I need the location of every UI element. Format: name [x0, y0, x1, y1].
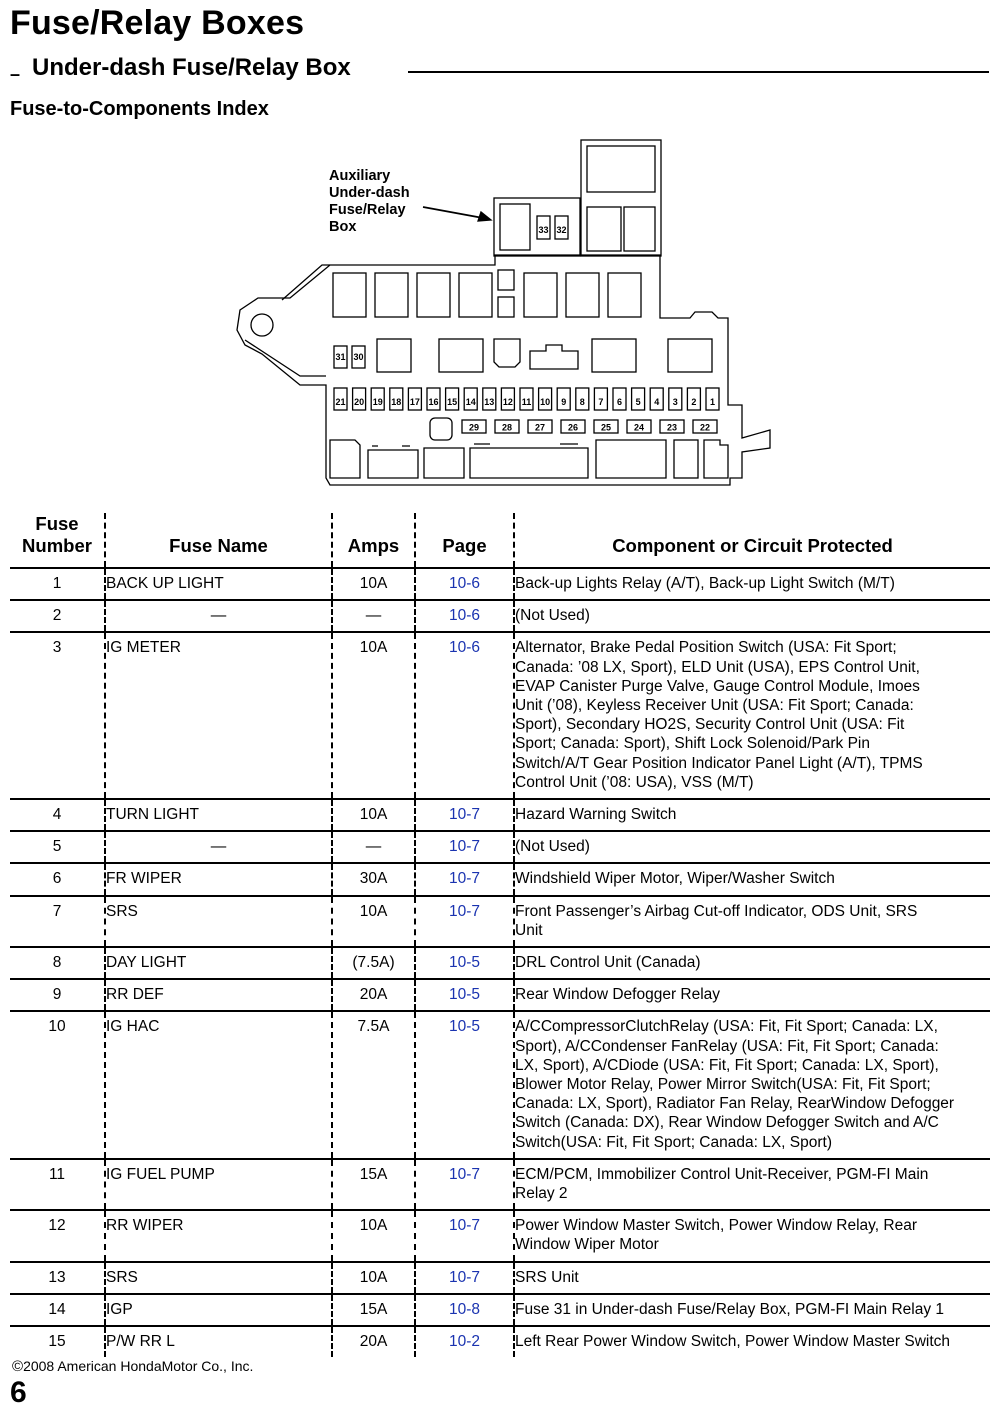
table-row	[10, 1159, 990, 1210]
component-line: Switch/A/T Gear Position Indicator Panel Light (A/T), TPMS	[515, 754, 923, 772]
component-cell	[514, 600, 990, 632]
fuse-number-label: 12	[502, 397, 513, 407]
fuse-name-cell: SRS	[105, 896, 332, 947]
amps-cell: 20A	[332, 979, 415, 1011]
component-line: Power Window Master Switch, Power Window Relay, Rear	[515, 1217, 917, 1235]
fuse-name-cell: IG FUEL PUMP	[105, 1159, 332, 1210]
component-line: Canada: ’08 LX, Sport), ELD Unit (USA), EPS Control Unit,	[515, 658, 920, 676]
fuse-number-cell: 10	[10, 1011, 105, 1158]
amps-cell: 10A	[332, 632, 415, 799]
housing-edge	[245, 340, 326, 376]
page-link[interactable]: 10-2	[415, 1326, 514, 1357]
fuse-slot	[528, 420, 552, 433]
component-line: LX, Sport), A/CDiode (USA: Fit, Fit Sport; Canada: LX, Sport),	[515, 1056, 939, 1074]
fuse-number-cell: 7	[10, 896, 105, 947]
component-cell	[514, 947, 990, 979]
fuse-name-cell: RR WIPER	[105, 1210, 332, 1261]
fuse-slot	[687, 388, 700, 410]
amps-cell: 10A	[332, 799, 415, 831]
component-line: (Not Used)	[515, 607, 590, 625]
page-link[interactable]: 10-5	[415, 1011, 514, 1158]
section-subtitle: Under-dash Fuse/Relay Box	[32, 54, 351, 81]
mounting-hole	[251, 314, 273, 336]
amps-cell: 15A	[332, 1159, 415, 1210]
fuse-slot	[693, 420, 717, 433]
subtitle-dash: –	[10, 64, 21, 84]
fuse-slot	[561, 420, 585, 433]
fuse-slot	[576, 388, 589, 410]
amps-cell: 10A	[332, 1210, 415, 1261]
fuse-number-label: 28	[501, 422, 513, 433]
component-cell	[514, 1294, 990, 1326]
header-text: Fuse	[35, 513, 79, 534]
page-link[interactable]: 10-5	[415, 979, 514, 1011]
fuse-number-label: 17	[409, 397, 420, 407]
component-line: Sport; Canada: Sport), Shift Lock Solenoid/Park Pin	[515, 735, 870, 753]
fuse-slot	[627, 420, 651, 433]
copyright-text: 2008 American HondaMotor Co., Inc.	[23, 1358, 254, 1374]
fuse-number-label: 23	[666, 422, 678, 433]
component-line: Hazard Warning Switch	[515, 806, 677, 824]
component-line: Sport), A/CCondenser FanRelay (USA: Fit, Fit Sport; Canada:	[515, 1037, 939, 1055]
fuse-name-cell: SRS	[105, 1262, 332, 1294]
page-number: 6	[10, 1376, 27, 1409]
fuse-slot	[371, 388, 384, 410]
component-line: Rear Window Defogger Relay	[515, 986, 721, 1004]
table-row	[10, 1262, 990, 1294]
fuse-box-drawing	[0, 0, 1000, 500]
component-line: Alternator, Brake Pedal Position Switch (USA: Fit Sport;	[515, 639, 897, 657]
fuse-number-label: 22	[699, 422, 711, 433]
fuse-name-cell: —	[105, 831, 332, 863]
fuse-number-label: 3	[672, 397, 678, 407]
fuse-number-label: 32	[556, 225, 567, 235]
callout-line: Under-dash	[329, 185, 410, 201]
fuse-number-cell: 6	[10, 863, 105, 895]
fuse-number-cell: 8	[10, 947, 105, 979]
amps-cell: 10A	[332, 896, 415, 947]
table-row	[10, 979, 990, 1011]
fuse-number-label: 26	[567, 422, 579, 433]
fuse-box-diagram	[0, 0, 1000, 500]
component-cell	[514, 1262, 990, 1294]
fuse-slot	[632, 388, 645, 410]
fuse-number-label: 18	[391, 397, 402, 407]
col-header-page: Page	[415, 513, 514, 568]
page-link[interactable]: 10-6	[415, 632, 514, 799]
component-line: Window Wiper Motor	[515, 1236, 659, 1254]
fuse-slot	[660, 420, 684, 433]
fuse-slot	[557, 388, 570, 410]
fuse-slot	[483, 388, 496, 410]
table-row	[10, 863, 990, 895]
table-row	[10, 947, 990, 979]
component-cell	[514, 1210, 990, 1261]
fuse-slot	[427, 388, 440, 410]
fuse-number-label: 30	[353, 352, 364, 362]
fuse-row-1	[334, 388, 719, 410]
copyright-symbol: ©	[12, 1358, 24, 1375]
fuse-slot	[706, 388, 719, 410]
component-line: DRL Control Unit (Canada)	[515, 954, 701, 972]
fuse-number-label: 27	[534, 422, 546, 433]
fuse-number-cell: 3	[10, 632, 105, 799]
component-line: Control Unit (’08: USA), VSS (M/T)	[515, 773, 754, 791]
fuse-number-label: 25	[600, 422, 612, 433]
fuse-number-label: 21	[335, 397, 346, 407]
fuse-number-cell: 9	[10, 979, 105, 1011]
fuse-slot	[501, 388, 514, 410]
component-line: Unit (’08), Keyless Receiver Unit (USA: Fit Sport; Canada:	[515, 697, 914, 715]
index-heading: Fuse-to-Components Index	[10, 98, 269, 120]
callout-line: Fuse/Relay	[329, 202, 406, 218]
fuse-name-cell: IG HAC	[105, 1011, 332, 1158]
fuse-number-label: 10	[540, 397, 551, 407]
header-text: Number	[22, 535, 92, 556]
fuse-number-cell: 1	[10, 568, 105, 600]
amps-cell: —	[332, 831, 415, 863]
fuse-number-cell: 12	[10, 1210, 105, 1261]
fuse-row-2	[462, 420, 717, 433]
fuse-number-cell: 2	[10, 600, 105, 632]
fuse-number-label: 14	[465, 397, 476, 407]
table-row	[10, 568, 990, 600]
component-line: Front Passenger’s Airbag Cut-off Indicator, ODS Unit, SRS	[515, 902, 918, 920]
fuse-number-label: 7	[598, 397, 604, 407]
page-link[interactable]: 10-7	[415, 1262, 514, 1294]
fuse-slot	[594, 388, 607, 410]
fuse-slot	[353, 388, 366, 410]
fuse-slot	[446, 388, 459, 410]
fuse-slot	[334, 388, 347, 410]
component-cell	[514, 896, 990, 947]
callout-line: Box	[329, 219, 357, 235]
amps-cell: 10A	[332, 1262, 415, 1294]
col-header-fuse-number	[10, 513, 105, 568]
component-cell	[514, 568, 990, 600]
fuse-name-cell: DAY LIGHT	[105, 947, 332, 979]
component-cell	[514, 1159, 990, 1210]
component-line: Switch (Canada: DX), Rear Window Defogger Switch and A/C	[515, 1114, 939, 1132]
component-cell	[514, 1011, 990, 1158]
callout-line: Auxiliary	[329, 168, 391, 184]
amps-cell: 20A	[332, 1326, 415, 1357]
relay-row	[333, 270, 641, 317]
page-link[interactable]: 10-8	[415, 1294, 514, 1326]
fuse-slot	[613, 388, 626, 410]
component-line: Canada: LX, Sport), Radiator Fan Relay, RearWindow Defogger	[515, 1095, 955, 1113]
fuse-slot	[669, 388, 682, 410]
amps-cell: 10A	[332, 568, 415, 600]
col-header-component: Component or Circuit Protected	[514, 513, 990, 568]
table-row	[10, 831, 990, 863]
table-row	[10, 600, 990, 632]
table-row	[10, 1210, 990, 1261]
page-link[interactable]: 10-6	[415, 600, 514, 632]
table-row	[10, 799, 990, 831]
amps-cell: 7.5A	[332, 1011, 415, 1158]
fuse-number-cell: 4	[10, 799, 105, 831]
page-link[interactable]: 10-7	[415, 1159, 514, 1210]
top-relay	[587, 146, 655, 192]
component-cell	[514, 979, 990, 1011]
table-row	[10, 1011, 990, 1158]
page-link[interactable]: 10-7	[415, 863, 514, 895]
fuse-number-cell: 14	[10, 1294, 105, 1326]
fuse-number-label: 24	[633, 422, 645, 433]
page-link[interactable]: 10-7	[415, 831, 514, 863]
component-line: Relay 2	[515, 1185, 568, 1203]
fuse-number-cell: 5	[10, 831, 105, 863]
top-relay	[587, 207, 621, 251]
component-line: Left Rear Power Window Switch, Power Window Master Switch	[515, 1333, 951, 1351]
component-line: A/CCompressorClutchRelay (USA: Fit, Fit Sport; Canada: LX,	[515, 1018, 938, 1036]
component-line: Switch(USA: Fit, Fit Sport; Canada: LX, Sport)	[515, 1133, 833, 1151]
component-cell	[514, 632, 990, 799]
fuse-number-label: 16	[428, 397, 439, 407]
fuse-slot	[495, 420, 519, 433]
fuse-number-label: 13	[484, 397, 495, 407]
fuse-slot	[408, 388, 421, 410]
middle-row	[334, 339, 712, 372]
fuse-slot	[464, 388, 477, 410]
table-row	[10, 1294, 990, 1326]
fuse-number-label: 20	[354, 397, 365, 407]
fuse-index-table	[10, 513, 990, 1357]
fuse-slot	[462, 420, 486, 433]
component-line: Unit	[515, 921, 543, 939]
fuse-number-label: 29	[468, 422, 480, 433]
fuse-name-cell: —	[105, 600, 332, 632]
fuse-name-cell: TURN LIGHT	[105, 799, 332, 831]
amps-cell: 15A	[332, 1294, 415, 1326]
component-line: Fuse 31 in Under-dash Fuse/Relay Box, PGM-FI Main Relay 1	[515, 1300, 945, 1318]
fuse-slot	[650, 388, 663, 410]
fuse-number-label: 31	[335, 352, 346, 362]
col-header-amps: Amps	[332, 513, 415, 568]
amps-cell: —	[332, 600, 415, 632]
page-link[interactable]: 10-6	[415, 568, 514, 600]
top-relay	[624, 207, 655, 251]
component-line: SRS Unit	[515, 1268, 579, 1286]
callout-arrowhead	[478, 212, 491, 221]
fuse-slot	[539, 388, 552, 410]
copyright-notice	[12, 1358, 253, 1375]
component-cell	[514, 831, 990, 863]
amps-cell: (7.5A)	[332, 947, 415, 979]
page-link[interactable]: 10-5	[415, 947, 514, 979]
component-line: Blower Motor Relay, Power Mirror Switch(USA: Fit, Fit Sport;	[515, 1076, 931, 1094]
fuse-name-cell: P/W RR L	[105, 1326, 332, 1357]
page-link[interactable]: 10-7	[415, 799, 514, 831]
component-line: (Not Used)	[515, 838, 590, 856]
fuse-name-cell: IGP	[105, 1294, 332, 1326]
table-row	[10, 1326, 990, 1357]
callout-arrow	[423, 207, 483, 218]
fuse-slot	[594, 420, 618, 433]
col-header-fuse-name: Fuse Name	[105, 513, 332, 568]
fuse-number-cell: 15	[48, 1333, 66, 1351]
table-row	[10, 896, 990, 947]
fuse-number-cell: 11	[10, 1159, 105, 1210]
fuse-number-label: 4	[654, 397, 660, 407]
fuse-name-cell: BACK UP LIGHT	[105, 568, 332, 600]
aux-relay	[500, 204, 530, 250]
fuse-name-cell: RR DEF	[105, 979, 332, 1011]
fuse-number-label: 15	[447, 397, 458, 407]
fuse-name-cell: FR WIPER	[105, 863, 332, 895]
fuse-number-label: 9	[561, 397, 567, 407]
component-line: Windshield Wiper Motor, Wiper/Washer Switch	[515, 870, 835, 888]
fuse-number-label: 5	[635, 397, 641, 407]
page-link[interactable]: 10-7	[415, 896, 514, 947]
component-line: Back-up Lights Relay (A/T), Back-up Light Switch (M/T)	[515, 575, 895, 592]
page-link[interactable]: 10-7	[415, 1210, 514, 1261]
fuse-number-label: 6	[616, 397, 623, 407]
fuse-slot	[390, 388, 403, 410]
fuse-number-label: 19	[372, 397, 383, 407]
amps-cell: 30A	[332, 863, 415, 895]
component-line: Sport), Secondary HO2S, Security Control Unit (USA: Fit	[515, 716, 905, 734]
fuse-number-label: 2	[691, 397, 697, 407]
table-header-row	[10, 513, 990, 568]
component-cell	[514, 863, 990, 895]
component-line: ECM/PCM, Immobilizer Control Unit-Receiver, PGM-FI Main	[515, 1165, 929, 1183]
fuse-slot	[520, 388, 533, 410]
page-title: Fuse/Relay Boxes	[10, 4, 305, 42]
component-cell	[514, 799, 990, 831]
fuse-number-cell: 13	[10, 1262, 105, 1294]
table-row	[10, 632, 990, 799]
fuse-number-label: 11	[521, 397, 532, 407]
fuse-name-cell: IG METER	[105, 632, 332, 799]
fuse-number-label: 33	[538, 225, 549, 235]
component-line: EVAP Canister Purge Valve, Gauge Control Module, Imoes	[515, 677, 920, 695]
fuse-number-label: 8	[579, 397, 585, 407]
component-cell	[514, 1326, 990, 1357]
fuse-number-label: 1	[709, 397, 716, 407]
